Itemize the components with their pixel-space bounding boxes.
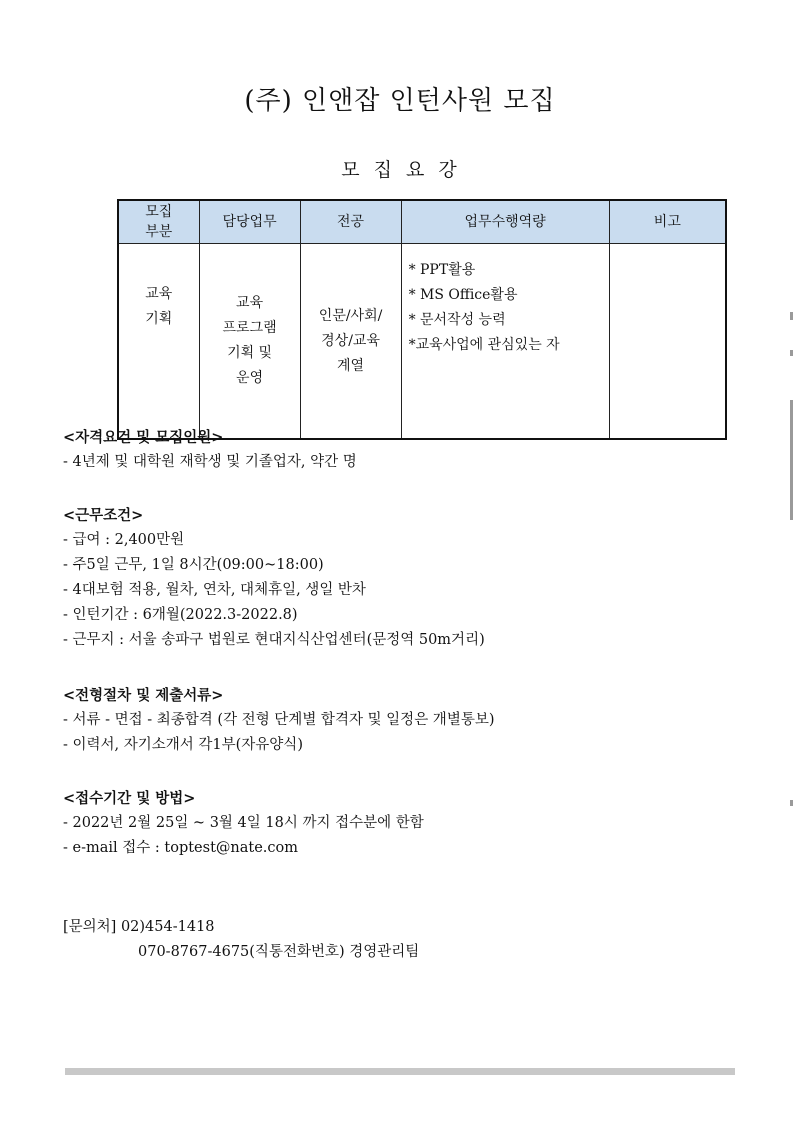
edge-mark [790, 400, 793, 520]
list-item: - 4대보험 적용, 월차, 연차, 대체휴일, 생일 반차 [63, 582, 366, 598]
list-item: - 2022년 2월 25일 ~ 3월 4일 18시 까지 접수분에 한함 [63, 815, 424, 831]
list-item: - 4년제 및 대학원 재학생 및 기졸업자, 약간 명 [63, 454, 357, 470]
list-item: - 주5일 근무, 1일 8시간(09:00~18:00) [63, 557, 324, 573]
section-heading: <전형절차 및 제출서류> [63, 687, 224, 704]
cell-note [609, 244, 726, 440]
header-note: 비고 [609, 200, 726, 244]
list-item: - 서류 - 면접 - 최종합격 (각 전형 단계별 합격자 및 일정은 개별통보) [63, 712, 495, 728]
list-item: - 이력서, 자기소개서 각1부(자유양식) [63, 737, 303, 753]
edge-mark [790, 350, 793, 356]
cell-competency: * PPT활용 * MS Office활용 * 문서작성 능력 *교육사업에 관심있는 자 [401, 244, 609, 440]
edge-mark [790, 800, 793, 806]
header-division: 모집 부분 [118, 200, 199, 244]
section-heading: <근무조건> [63, 507, 144, 524]
list-item: - 인턴기간 : 6개월(2022.3-2022.8) [63, 607, 298, 623]
page-divider [65, 1068, 735, 1075]
header-major: 전공 [300, 200, 401, 244]
recruit-table [117, 199, 727, 440]
edge-mark [790, 312, 793, 320]
page-subtitle: 모집요강 [341, 159, 471, 181]
section-work-conditions [63, 503, 485, 653]
contact-direct-phone: 070-8767-4675(직통전화번호) 경영관리팀 [138, 944, 420, 960]
list-item: - e-mail 접수 : toptest@nate.com [63, 840, 298, 856]
contact-phone: [문의처] 02)454-1418 [63, 919, 215, 935]
header-duty: 담당업무 [199, 200, 300, 244]
cell-major: 인문/사회/ 경상/교육 계열 [300, 244, 401, 440]
list-item: - 급여 : 2,400만원 [63, 532, 185, 548]
cell-duty: 교육 프로그램 기획 및 운영 [199, 244, 300, 440]
contact-info [63, 915, 419, 965]
table-row [118, 244, 726, 440]
section-selection-process [63, 683, 495, 758]
section-qualifications [63, 425, 357, 475]
page-title: (주) 인앤잡 인턴사원 모집 [244, 86, 556, 116]
section-heading: <접수기간 및 방법> [63, 790, 196, 807]
section-heading: <자격요건 및 모집인원> [63, 429, 224, 446]
list-item: - 근무지 : 서울 송파구 법원로 현대지식산업센터(문정역 50m거리) [63, 632, 485, 648]
table-header-row [118, 200, 726, 244]
header-competency: 업무수행역량 [401, 200, 609, 244]
section-application-period [63, 786, 424, 861]
cell-division: 교육 기획 [118, 244, 199, 440]
